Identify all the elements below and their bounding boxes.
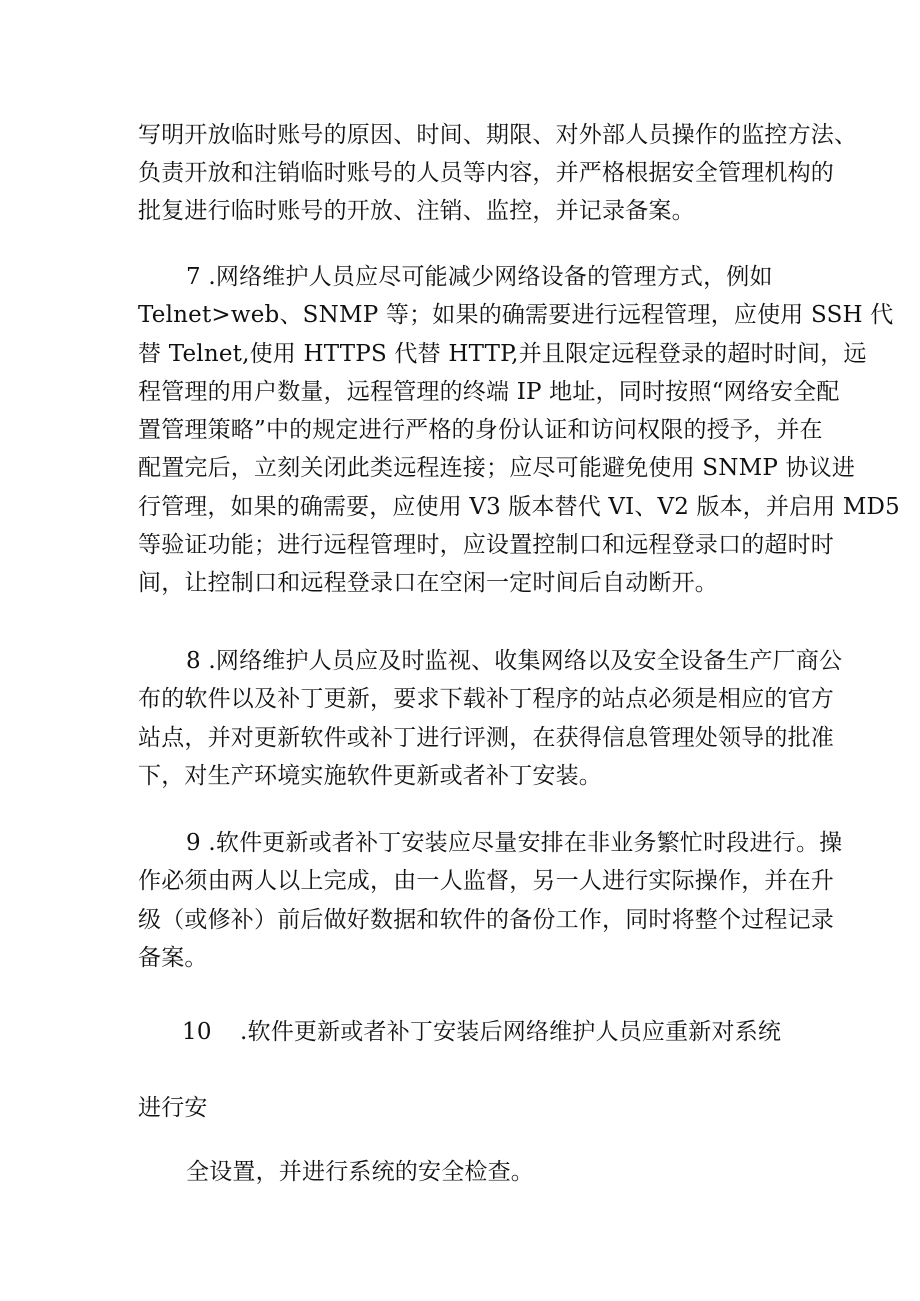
item-7-line-2: Telnet>web、SNMP 等；如果的确需要进行远程管理，应使用 SSH 代	[138, 302, 894, 328]
item-7-line-4: 程管理的用户数量，远程管理的终端 IP 地址，同时按照“网络安全配	[138, 379, 840, 405]
item-8-line-3: 站点，并对更新软件或补丁进行评测，在获得信息管理处领导的批准	[138, 725, 834, 751]
item-9-line-4: 备案。	[138, 945, 208, 971]
item-9-line-1: .软件更新或者补丁安装应尽量安排在非业务繁忙时段进行。操	[200, 830, 843, 856]
item-9-first-line	[186, 828, 842, 858]
item-7-line-5: 置管理策略”中的规定进行严格的身份认证和访问权限的授予，并在	[138, 417, 823, 443]
item-7-line-8: 等验证功能；进行远程管理时，应设置控制口和远程登录口的超时时	[138, 532, 834, 558]
item-9-line-2: 作必须由两人以上完成，由一人监督，另一人进行实际操作，并在升	[138, 868, 834, 894]
item-9-number: 9	[186, 830, 201, 856]
item-7-number: 7	[186, 264, 201, 290]
paragraph-intro-line-1: 写明开放临时账号的原因、时间、期限、对外部人员操作的监控方法、	[138, 122, 858, 148]
item-10-number: 10	[182, 1019, 212, 1045]
item-8-line-1: .网络维护人员应及时监视、收集网络以及安全设备生产厂商公	[200, 648, 843, 674]
item-8-first-line	[186, 646, 842, 676]
paragraph-intro-line-3: 批复进行临时账号的开放、注销、监控，并记录备案。	[138, 198, 695, 224]
item-7-line-6: 配置完后，立刻关闭此类远程连接；应尽可能避免使用 SNMP 协议进	[138, 455, 856, 481]
item-10-line-3: 全设置，并进行系统的安全检查。	[186, 1159, 534, 1185]
item-7-line-3: 替 Telnet,使用 HTTPS 代替 HTTP,并且限定远程登录的超时时间，远	[138, 341, 867, 367]
item-8-line-2: 布的软件以及补丁更新，要求下载补丁程序的站点必须是相应的官方	[138, 686, 834, 712]
item-8-line-4: 下，对生产环境实施软件更新或者补丁安装。	[138, 763, 602, 789]
item-7-line-1: .网络维护人员应尽可能减少网络设备的管理方式，例如	[200, 264, 773, 290]
item-7-line-9: 间，让控制口和远程登录口在空闲一定时间后自动断开。	[138, 570, 718, 596]
item-7-line-7: 行管理，如果的确需要，应使用 V3 版本替代 VI、V2 版本，并启用 MD5	[138, 494, 900, 520]
item-10-line-1: .软件更新或者补丁安装后网络维护人员应重新对系统	[240, 1019, 782, 1045]
item-8-number: 8	[186, 648, 201, 674]
item-7-first-line	[186, 262, 773, 292]
paragraph-intro-line-2: 负责开放和注销临时账号的人员等内容，并严格根据安全管理机构的	[138, 160, 834, 186]
item-9-line-3: 级（或修补）前后做好数据和软件的备份工作，同时将整个过程记录	[138, 907, 834, 933]
item-10-line-2: 进行安	[138, 1095, 208, 1121]
